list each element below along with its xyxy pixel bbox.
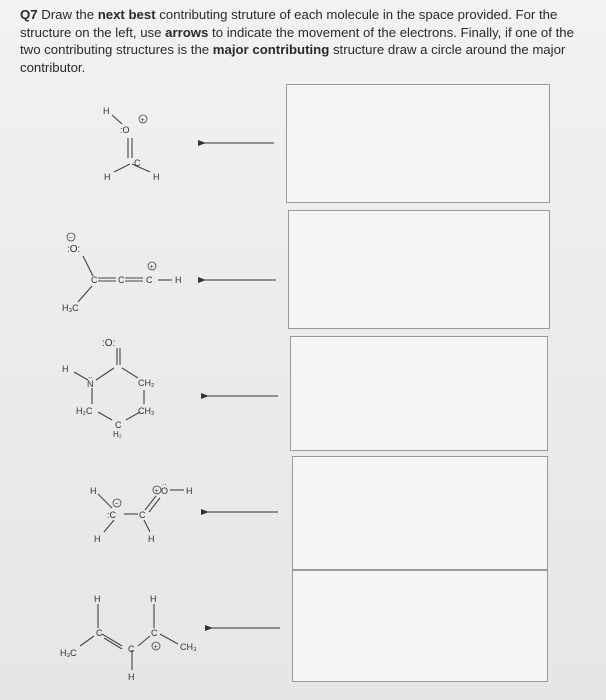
svg-text:H: H (175, 275, 182, 285)
svg-text:C: C (146, 275, 153, 285)
svg-text:H: H (148, 534, 155, 544)
svg-text:H₂C: H₂C (76, 406, 93, 416)
svg-text:H₃C: H₃C (60, 648, 77, 658)
svg-text:H₃C: H₃C (62, 303, 79, 313)
svg-text:C: C (139, 510, 146, 520)
molecule-5-atoms (60, 594, 197, 682)
svg-text:H: H (90, 486, 97, 496)
molecule-4-atoms (90, 478, 193, 544)
molecule-1-atoms (103, 106, 160, 182)
svg-text:+: + (153, 644, 158, 651)
svg-text:H: H (153, 172, 160, 182)
svg-text:−: − (68, 235, 73, 242)
molecule-3-atoms (62, 338, 155, 439)
svg-text:O: O (161, 486, 169, 496)
atom-o-lonepair: :O: (67, 244, 81, 255)
svg-text:C: C (118, 275, 125, 285)
svg-text:C: C (96, 628, 103, 638)
svg-text:..: .. (162, 478, 167, 487)
svg-text:CH₃: CH₃ (180, 642, 197, 652)
molecule-2-atoms (62, 233, 182, 313)
molecule-5 (80, 604, 178, 670)
svg-text:H: H (128, 672, 135, 682)
question-text: Q7 Draw the next best contributing struture of each molecule in the space provided. For the structure on the left, use arrows to indicate the movement of the electrons. Finally, if one of the two contributing structures is the major contributing structure draw a circle around the major contributor. (20, 7, 574, 75)
svg-text:..: .. (88, 371, 93, 380)
atom-o-lonepair: :O (120, 125, 130, 135)
svg-text:H: H (186, 486, 193, 496)
svg-text:H: H (94, 534, 101, 544)
svg-text:H: H (104, 172, 111, 182)
svg-text::C: :C (107, 510, 116, 520)
svg-text:+: + (154, 488, 159, 495)
svg-text:C: C (91, 275, 98, 285)
svg-text:C: C (151, 628, 158, 638)
svg-text:H: H (94, 594, 101, 604)
svg-text:+: + (140, 117, 145, 124)
svg-text:+: + (149, 264, 154, 271)
svg-text:CH₂: CH₂ (138, 378, 155, 388)
svg-text:C: C (128, 644, 135, 654)
svg-text:C: C (115, 420, 122, 430)
svg-text:H: H (150, 594, 157, 604)
svg-text:H: H (62, 364, 69, 374)
atom-c: C (134, 158, 141, 168)
svg-text:H₂: H₂ (113, 430, 122, 439)
atom-o-lonepair: :O: (102, 338, 116, 349)
question-label: Q7 (20, 7, 38, 22)
svg-text:−: − (114, 501, 119, 508)
atom-n: N (87, 379, 94, 389)
atom-h: H (103, 106, 110, 116)
svg-text:CH₂: CH₂ (138, 406, 155, 416)
